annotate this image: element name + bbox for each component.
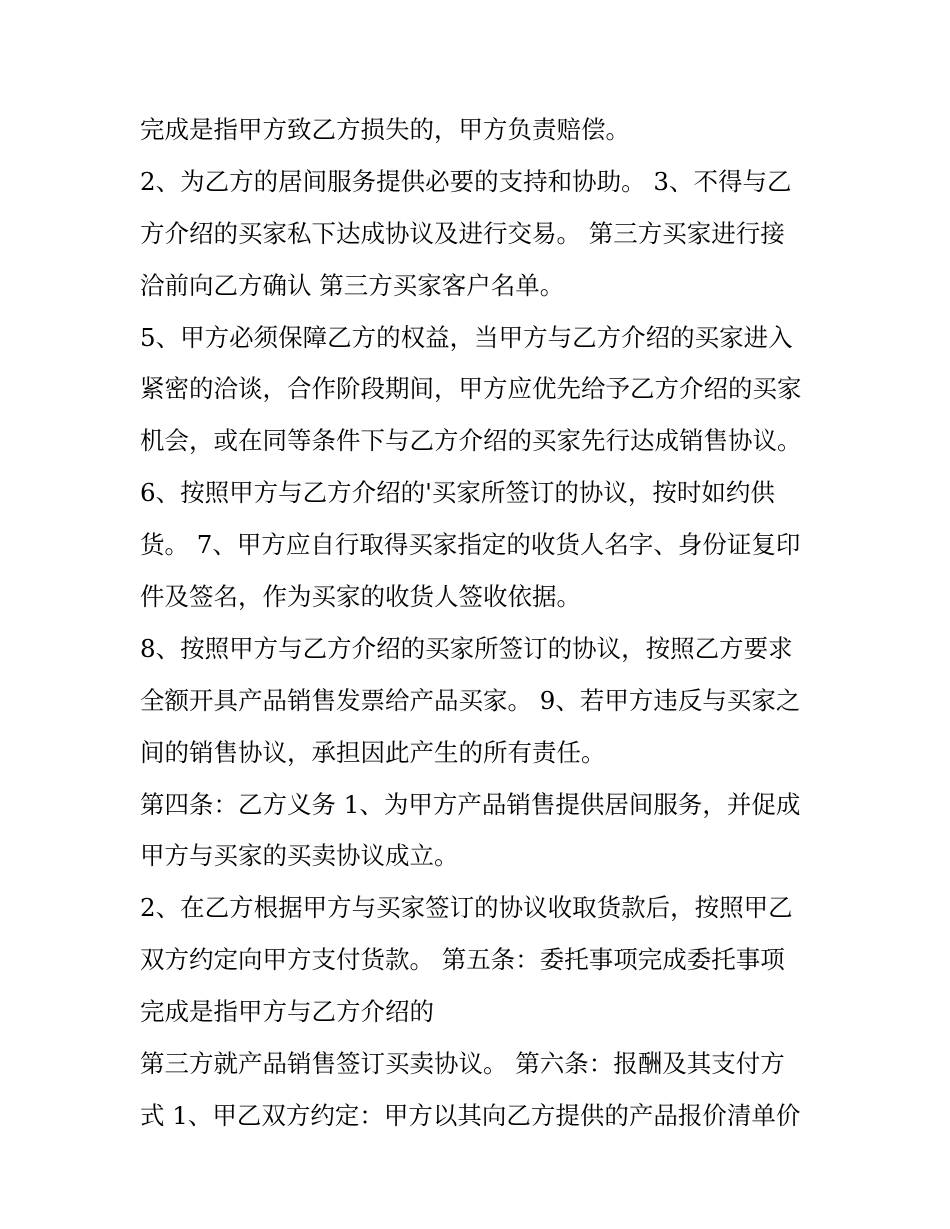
text-line: 方介绍的买家私下达成协议及进行交易。 第三方买家进行接 bbox=[140, 218, 785, 248]
text-line: 洽前向乙方确认 第三方买家客户名单。 bbox=[140, 270, 565, 300]
text-line: 甲方与买家的买卖协议成立。 bbox=[140, 841, 459, 871]
text-line: 完成是指甲方与乙方介绍的 bbox=[140, 997, 434, 1027]
text-line: 6、按照甲方与乙方介绍的'买家所签订的协议，按时如约供 bbox=[140, 478, 775, 508]
text-line: 全额开具产品销售发票给产品买家。 9、若甲方违反与买家之 bbox=[140, 685, 801, 715]
text-line: 5、甲方必须保障乙方的权益，当甲方与乙方介绍的买家进入 bbox=[140, 322, 793, 352]
text-line: 间的销售协议，承担因此产生的所有责任。 bbox=[140, 737, 606, 767]
text-line: 2、在乙方根据甲方与买家签订的协议收取货款后，按照甲乙 bbox=[140, 893, 793, 923]
text-line: 8、按照甲方与乙方介绍的买家所签订的协议，按照乙方要求 bbox=[140, 633, 793, 663]
text-line: 双方约定向甲方支付货款。 第五条：委托事项完成委托事项 bbox=[140, 945, 785, 975]
text-line: 件及签名，作为买家的收货人签收依据。 bbox=[140, 582, 581, 612]
text-line: 机会，或在同等条件下与乙方介绍的买家先行达成销售协议。 bbox=[140, 426, 802, 456]
text-line: 紧密的洽谈，合作阶段期间，甲方应优先给予乙方介绍的买家 bbox=[140, 374, 802, 404]
text-line: 货。 7、甲方应自行取得买家指定的收货人名字、身份证复印 bbox=[140, 530, 801, 560]
text-line: 式 1、甲乙双方约定：甲方以其向乙方提供的产品报价清单价 bbox=[140, 1100, 801, 1130]
text-line: 第四条：乙方义务 1、为甲方产品销售提供居间服务，并促成 bbox=[140, 789, 801, 819]
text-line: 第三方就产品销售签订买卖协议。 第六条：报酬及其支付方 bbox=[140, 1049, 785, 1079]
text-line: 2、为乙方的居间服务提供必要的支持和协助。 3、不得与乙 bbox=[140, 166, 792, 196]
document-body bbox=[140, 104, 820, 1142]
text-line: 完成是指甲方致乙方损失的，甲方负责赔偿。 bbox=[140, 115, 630, 144]
